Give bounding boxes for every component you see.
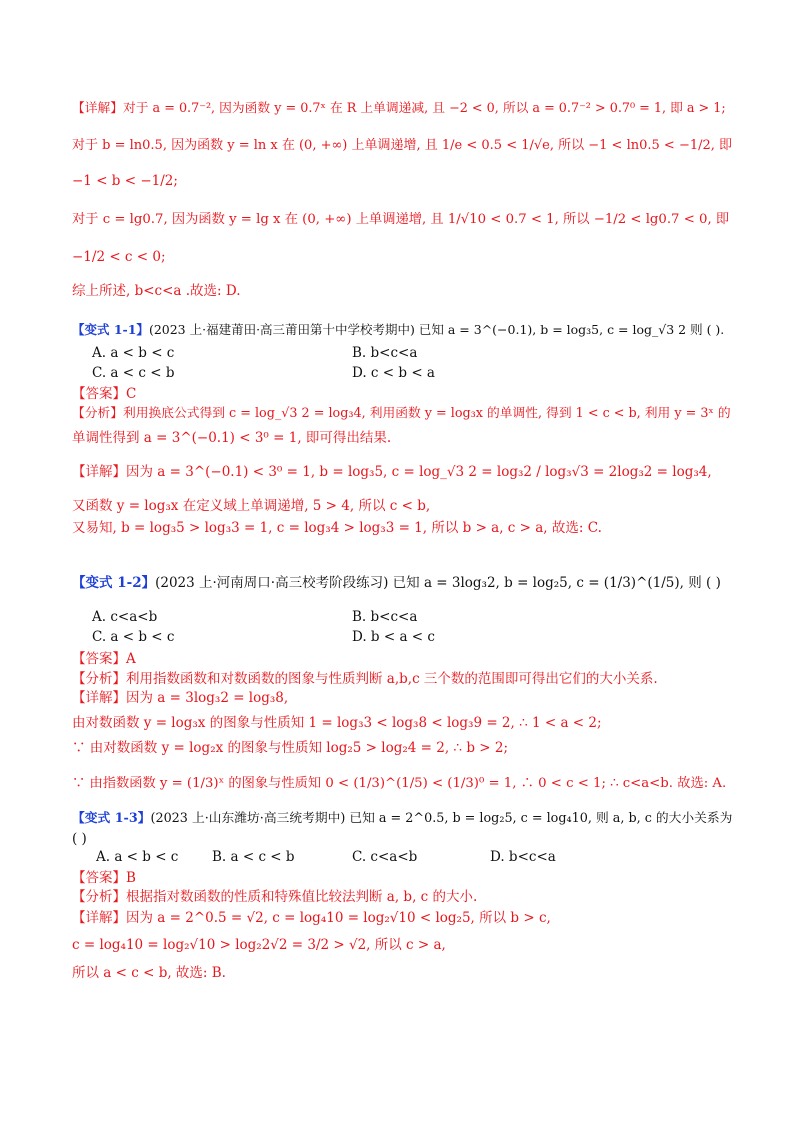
v13-stem-paren: ( ) bbox=[72, 831, 87, 847]
v11-detail-2: 又函数 y = log₃x 在定义域上单调递增, 5 > 4, 所以 c < b, bbox=[72, 498, 431, 514]
variant-1-2-stem: (2023 上·河南周口·高三校考阶段练习) 已知 a = 3log₃2, b = log₂5, c = (1/3)^(1/5), 则 ( ) bbox=[155, 575, 721, 591]
v13-detail-2: c = log₄10 = log₂√10 > log₂2√2 = 3/2 > √2, 所以 c > a, bbox=[72, 937, 446, 953]
v12-answer: 【答案】A bbox=[72, 651, 136, 667]
detail-line-2: 对于 b = ln0.5, 因为函数 y = ln x 在 (0, +∞) 上单调递增, 且 1/e < 0.5 < 1/√e, 所以 −1 < ln0.5 < −1/2, 即 bbox=[72, 138, 733, 153]
detail-line-1: 【详解】对于 a = 0.7⁻², 因为函数 y = 0.7ˣ 在 R 上单调递减, 且 −2 < 0, 所以 a = 0.7⁻² > 0.7⁰ = 1, 即 a > 1; bbox=[72, 101, 726, 116]
v12-option-d: D. b < a < c bbox=[352, 629, 435, 645]
v11-detail-3: 又易知, b = log₃5 > log₃3 = 1, c = log₃4 > log₃3 = 1, 所以 b > a, c > a, 故选: C. bbox=[72, 520, 602, 536]
variant-1-2-stem-row bbox=[72, 574, 732, 592]
variant-1-1-stem: (2023 上·福建莆田·高三莆田第十中学校考期中) 已知 a = 3^(−0.1), b = log₃5, c = log_√3 2 则 ( ). bbox=[148, 322, 725, 337]
v13-option-c: C. c<a<b bbox=[352, 849, 418, 865]
v11-option-c: C. a < c < b bbox=[92, 365, 175, 381]
v12-detail-4: ∵ 由指数函数 y = (1/3)ˣ 的图象与性质知 0 < (1/3)^(1/5) < (1/3)⁰ = 1, ∴ 0 < c < 1; ∴ c<a<b. 故选: A. bbox=[72, 776, 727, 791]
variant-1-2-tag: 【变式 1-2】 bbox=[72, 575, 156, 591]
v11-analysis-2: 单调性得到 a = 3^(−0.1) < 3⁰ = 1, 即可得出结果. bbox=[72, 430, 392, 446]
v11-detail-1: 【详解】因为 a = 3^(−0.1) < 3⁰ = 1, b = log₃5, c = log_√3 2 = log₃2 / log₃√3 = 2log₃2 = log₃4, bbox=[72, 464, 712, 480]
detail-line-4: 对于 c = lg0.7, 因为函数 y = lg x 在 (0, +∞) 上单调递增, 且 1/√10 < 0.7 < 1, 所以 −1/2 < lg0.7 < 0, 即 bbox=[72, 212, 730, 227]
v12-option-c: C. a < b < c bbox=[92, 629, 175, 645]
v11-option-d: D. c < b < a bbox=[352, 365, 435, 381]
v12-detail-2: 由对数函数 y = log₃x 的图象与性质知 1 = log₃3 < log₃8 < log₃9 = 2, ∴ 1 < a < 2; bbox=[72, 715, 602, 731]
detail-line-5: −1/2 < c < 0; bbox=[72, 249, 166, 265]
v11-option-b: B. b<c<a bbox=[352, 345, 418, 361]
variant-1-3-stem-row bbox=[72, 810, 732, 828]
variant-1-3-stem: (2023 上·山东潍坊·高三统考期中) 已知 a = 2^0.5, b = log₂5, c = log₄10, 则 a, b, c 的大小关系为 bbox=[150, 811, 733, 826]
detail-line-3: −1 < b < −1/2; bbox=[72, 173, 178, 189]
v12-detail-3: ∵ 由对数函数 y = log₂x 的图象与性质知 log₂5 > log₂4 = 2, ∴ b > 2; bbox=[72, 740, 508, 756]
v11-answer: 【答案】C bbox=[72, 386, 137, 402]
detail-line-6: 综上所述, b<c<a .故选: D. bbox=[72, 283, 241, 299]
v13-option-a: A. a < b < c bbox=[96, 849, 179, 865]
v13-answer: 【答案】B bbox=[72, 870, 136, 886]
variant-1-1-stem-row bbox=[72, 321, 732, 339]
v13-detail-3: 所以 a < c < b, 故选: B. bbox=[72, 965, 226, 981]
v13-detail-1: 【详解】因为 a = 2^0.5 = √2, c = log₄10 = log₂√10 < log₂5, 所以 b > c, bbox=[72, 910, 551, 926]
v13-option-b: B. a < c < b bbox=[212, 849, 295, 865]
v11-option-a: A. a < b < c bbox=[92, 345, 175, 361]
v12-option-b: B. b<c<a bbox=[352, 609, 418, 625]
v13-option-d: D. b<c<a bbox=[490, 849, 556, 865]
variant-1-3-tag: 【变式 1-3】 bbox=[72, 811, 151, 826]
v12-analysis: 【分析】利用指数函数和对数函数的图象与性质判断 a,b,c 三个数的范围即可得出它们的大小关系. bbox=[72, 671, 658, 687]
v11-analysis-1: 【分析】利用换底公式得到 c = log_√3 2 = log₃4, 利用函数 y = log₃x 的单调性, 得到 1 < c < b, 利用 y = 3ˣ 的 bbox=[72, 406, 731, 421]
v12-detail-1: 【详解】因为 a = 3log₃2 = log₃8, bbox=[72, 690, 289, 706]
variant-1-1-tag: 【变式 1-1】 bbox=[72, 322, 149, 337]
v12-option-a: A. c<a<b bbox=[92, 609, 158, 625]
v13-analysis: 【分析】根据指对数函数的性质和特殊值比较法判断 a, b, c 的大小. bbox=[72, 889, 478, 905]
